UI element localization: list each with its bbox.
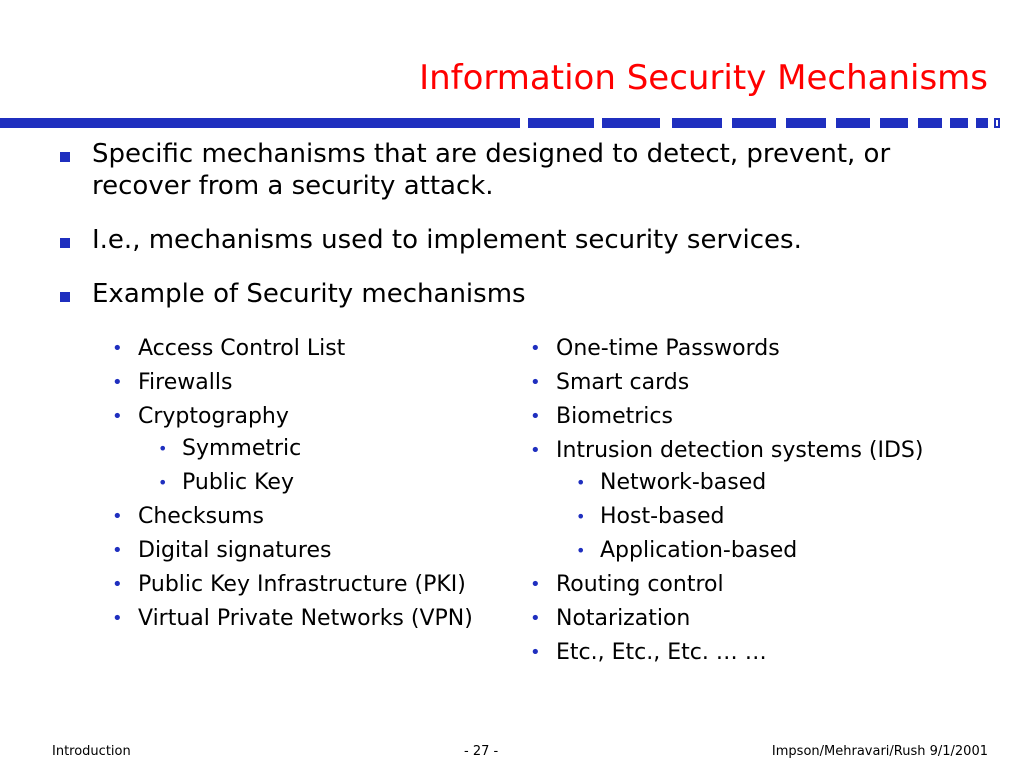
bullet-example	[58, 278, 988, 310]
square-bullet-icon	[60, 152, 70, 162]
list-item-text: Etc., Etc., Etc. … …	[556, 640, 767, 665]
dot-bullet-icon: •	[530, 440, 541, 461]
slide-title: Information Security Mechanisms	[419, 58, 988, 98]
list-item-text: Routing control	[556, 572, 724, 597]
list-item-text: Public Key	[182, 470, 294, 495]
square-bullet-icon	[60, 292, 70, 302]
footer-section-label: Introduction	[52, 744, 131, 759]
list-item	[524, 640, 994, 666]
list-item-text: Cryptography	[138, 404, 289, 429]
dot-bullet-icon: •	[530, 372, 541, 393]
list-item-text: Virtual Private Networks (VPN)	[138, 606, 473, 631]
list-item	[106, 504, 506, 530]
list-item	[106, 606, 506, 632]
dot-bullet-icon: •	[576, 541, 586, 560]
dot-bullet-icon: •	[112, 608, 123, 629]
nested-list-item	[556, 504, 994, 530]
list-item	[106, 404, 506, 496]
list-item	[524, 438, 994, 564]
list-item-text: Biometrics	[556, 404, 673, 429]
list-item-text: Access Control List	[138, 336, 346, 361]
dot-bullet-icon: •	[530, 642, 541, 663]
list-item-text: Firewalls	[138, 370, 233, 395]
list-item-text: Checksums	[138, 504, 264, 529]
nested-list-item	[138, 436, 506, 462]
list-item-text: Public Key Infrastructure (PKI)	[138, 572, 466, 597]
dot-bullet-icon: •	[530, 574, 541, 595]
list-item-text: Smart cards	[556, 370, 690, 395]
bullet-ie-mechanisms	[58, 224, 988, 256]
title-divider-bar	[0, 118, 1024, 130]
bullet-text: I.e., mechanisms used to implement security services.	[92, 225, 802, 255]
list-item-text: Host-based	[600, 504, 725, 529]
list-item	[106, 572, 506, 598]
list-item-text: Digital signatures	[138, 538, 332, 563]
list-item	[524, 606, 994, 632]
dot-bullet-icon: •	[576, 507, 586, 526]
nested-list	[556, 470, 994, 564]
dot-bullet-icon: •	[112, 540, 123, 561]
right-mechanism-list	[524, 336, 994, 674]
list-item	[106, 538, 506, 564]
bullet-text: Example of Security mechanisms	[92, 279, 526, 309]
footer-page-number: - 27 -	[464, 744, 499, 759]
bullet-specific-mechanisms	[58, 138, 988, 202]
list-item	[524, 370, 994, 396]
list-item	[106, 370, 506, 396]
bullet-text: Specific mechanisms that are designed to detect, prevent, or recover from a security attack.	[92, 139, 891, 201]
dot-bullet-icon: •	[112, 574, 123, 595]
list-item-text: Notarization	[556, 606, 691, 631]
dot-bullet-icon: •	[158, 473, 168, 492]
nested-list	[138, 436, 506, 496]
nested-list-item	[556, 538, 994, 564]
list-item	[524, 572, 994, 598]
list-item-text: Application-based	[600, 538, 798, 563]
dot-bullet-icon: •	[530, 338, 541, 359]
nested-list-item	[138, 470, 506, 496]
list-item-text: One-time Passwords	[556, 336, 780, 361]
dot-bullet-icon: •	[530, 406, 541, 427]
footer-authors: Impson/Mehravari/Rush 9/1/2001	[771, 744, 988, 759]
list-item-text: Symmetric	[182, 436, 302, 461]
dot-bullet-icon: •	[112, 372, 123, 393]
nested-list-item	[556, 470, 994, 496]
square-bullet-icon	[60, 238, 70, 248]
dot-bullet-icon: •	[112, 338, 123, 359]
dot-bullet-icon: •	[112, 406, 123, 427]
dot-bullet-icon: •	[158, 439, 168, 458]
list-item-text: Intrusion detection systems (IDS)	[556, 438, 924, 463]
main-bullet-list	[58, 138, 988, 332]
dot-bullet-icon: •	[576, 473, 586, 492]
list-item	[524, 336, 994, 362]
dot-bullet-icon: •	[530, 608, 541, 629]
list-item-text: Network-based	[600, 470, 767, 495]
list-item	[106, 336, 506, 362]
list-item	[524, 404, 994, 430]
left-mechanism-list	[106, 336, 506, 640]
dot-bullet-icon: •	[112, 506, 123, 527]
